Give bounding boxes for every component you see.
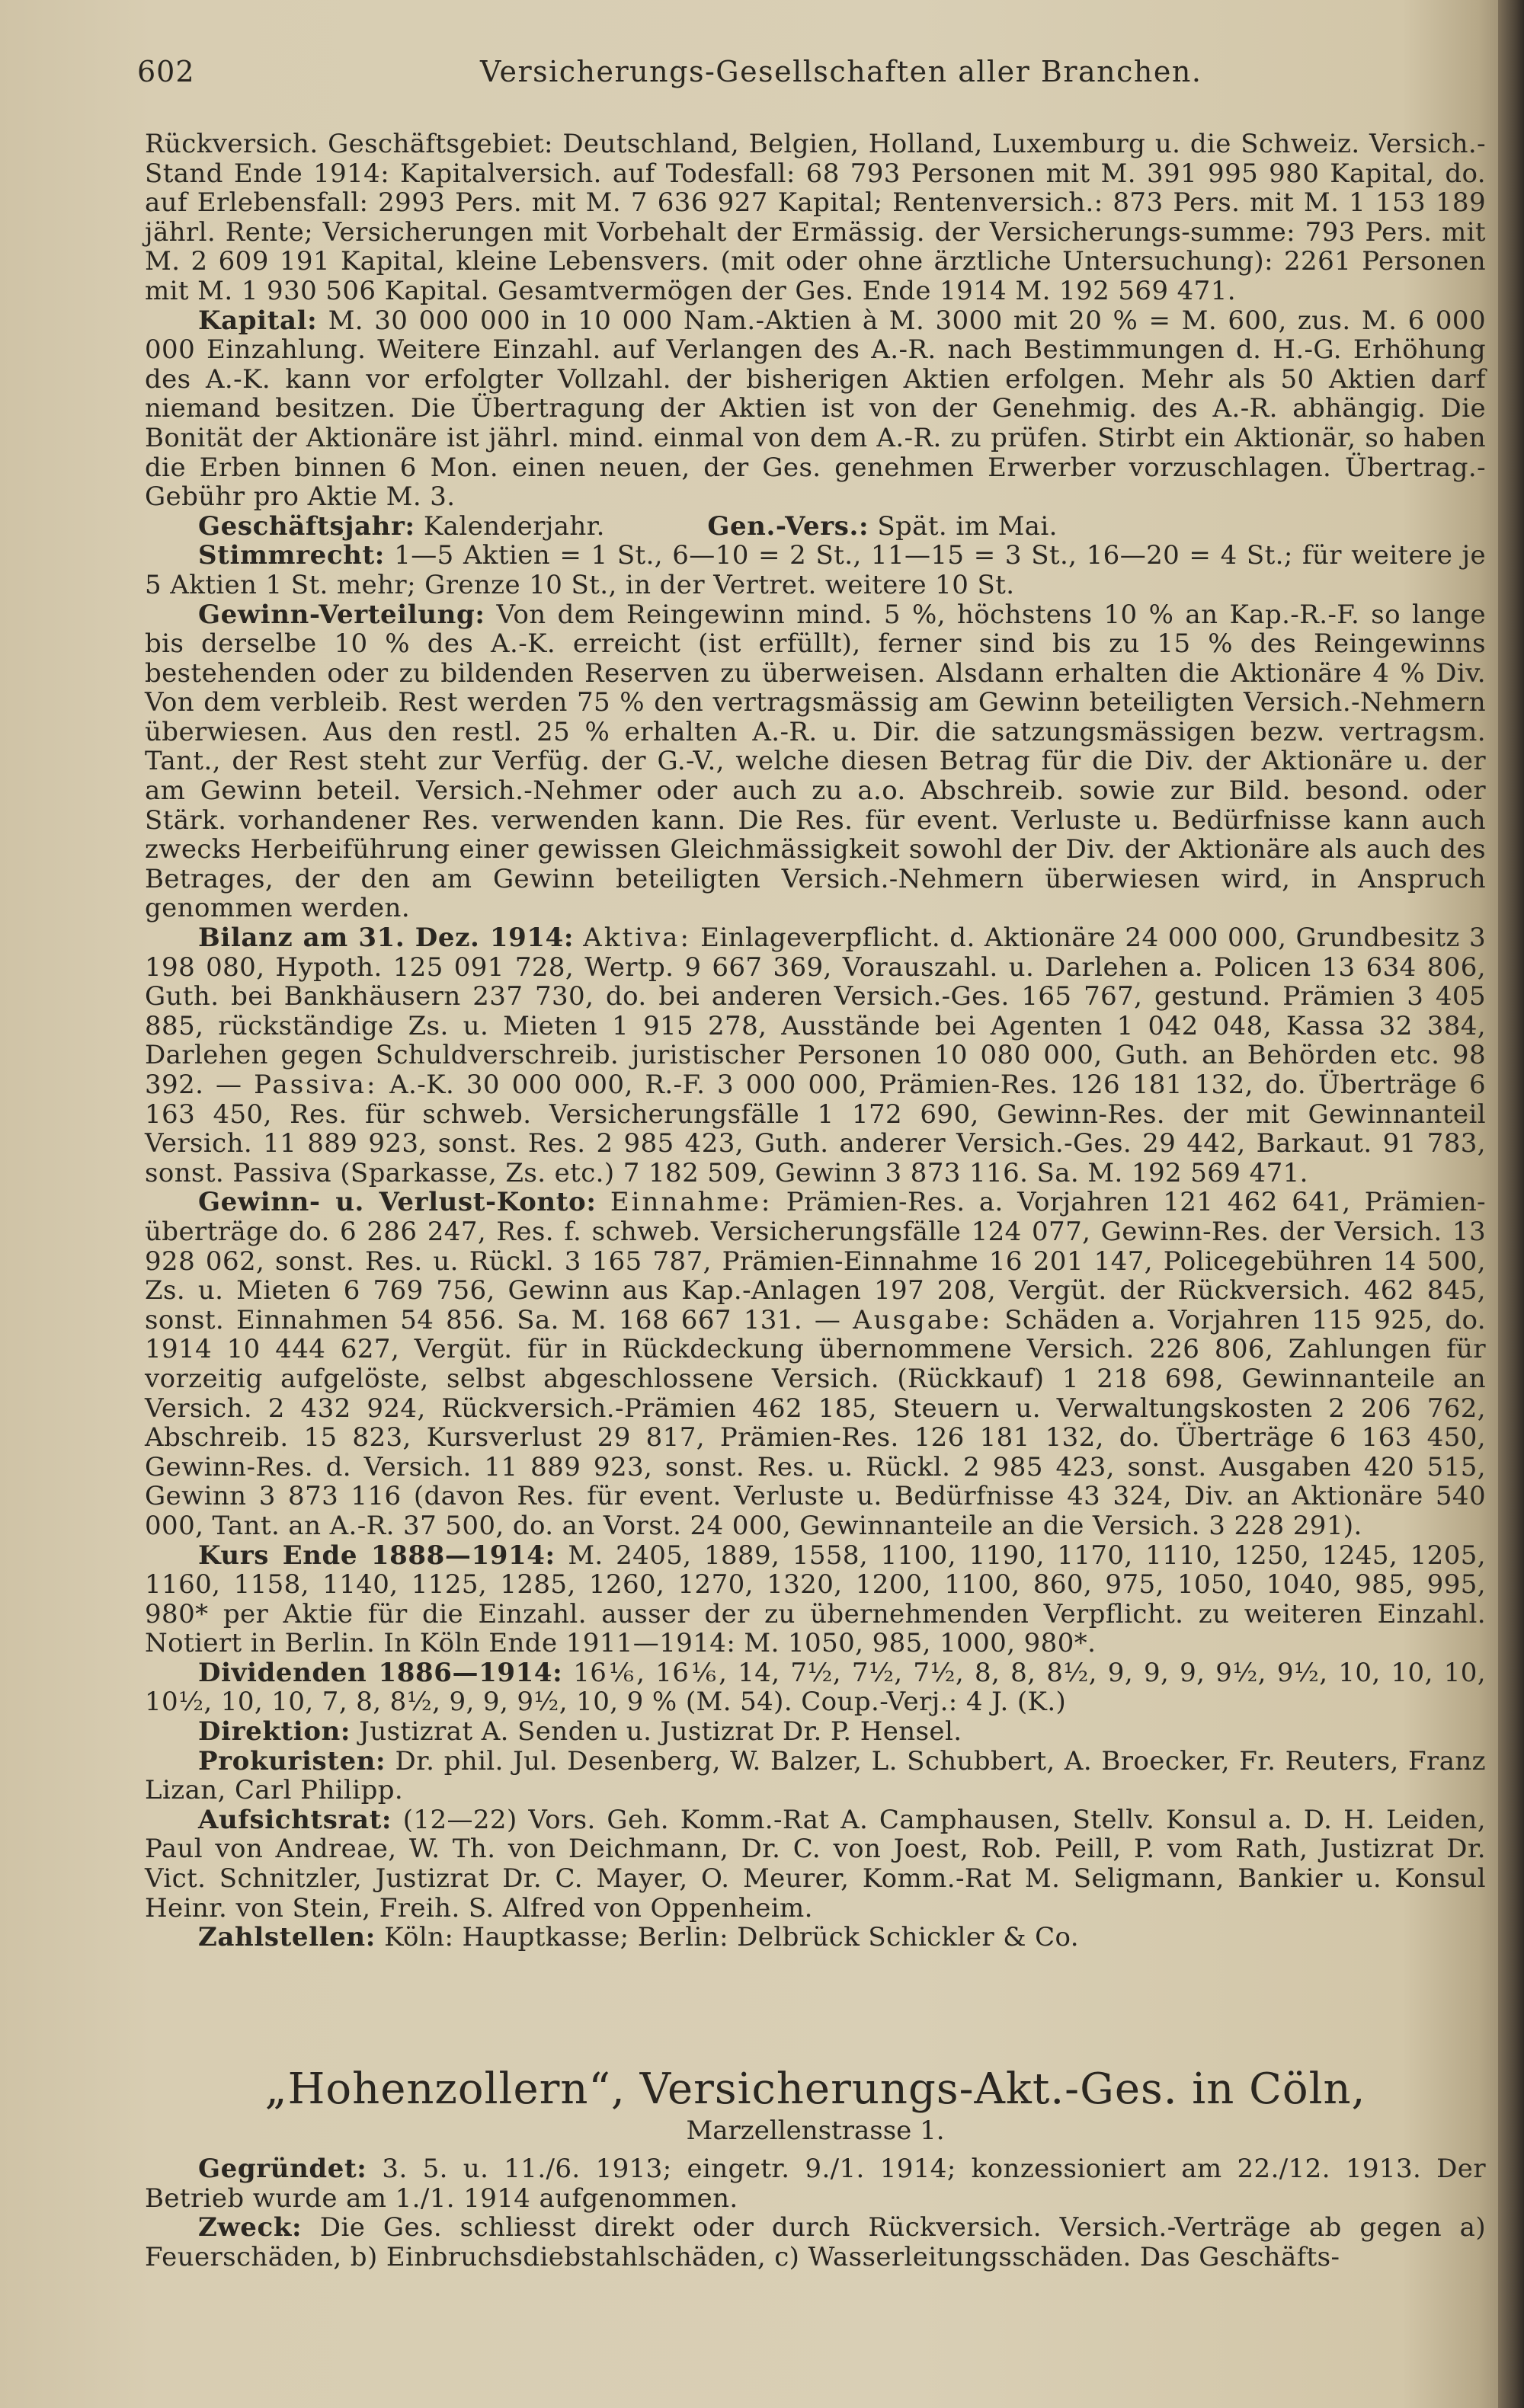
gewinn-verteilung-paragraph (145, 600, 1486, 924)
direktion-paragraph (145, 1717, 1486, 1747)
direktion-label: Direktion: (198, 1716, 351, 1748)
company-text (145, 2154, 1486, 2272)
zahlstellen-paragraph (145, 1923, 1486, 1952)
book-spine-shadow (1498, 0, 1524, 2408)
guv-label: Gewinn- u. Verlust-Konto: (198, 1187, 597, 1218)
geschaeftsjahr-label: Geschäftsjahr: (198, 510, 415, 542)
stimmrecht-label: Stimmrecht: (198, 540, 385, 571)
prokuristen-label: Prokuristen: (198, 1745, 386, 1776)
direktion-text: Justizrat A. Senden u. Justizrat Dr. P. Hensel. (359, 1716, 962, 1748)
dividenden-paragraph (145, 1658, 1486, 1717)
kapital-text: M. 30 000 000 in 10 000 Nam.-Aktien à M. 3000 mit 20 % = M. 600, zus. M. 6 000 000 Einzahlung. Weitere Einzahl. auf Verlangen des A.-R. nach Bestimmungen d. H.-G. Erhöhung des A.-K. kann vor erfolgter Vollzahl. der bisherigen Aktien erfolgen. Mehr als 50 Aktien darf niemand besitzen. Die Übertragung der Aktien ist von der Genehmig. des A.-R. abhängig. Die Bonität der Aktionäre ist jährl. mind. einmal von dem A.-R. zu prüfen. Stirbt ein Aktionär, so haben die Erben binnen 6 Mon. einen neuen, der Ges. genehmen Erwerber vorzuschlagen. Übertrag.-Gebühr pro Aktie M. 3. (145, 305, 1486, 513)
gen-vers-text: Spät. im Mai. (877, 510, 1058, 542)
geschaeftsjahr-paragraph (145, 512, 1486, 542)
kapital-paragraph (145, 306, 1486, 512)
zweck-label: Zweck: (198, 2212, 303, 2243)
aktiva-label: Aktiva: (583, 923, 691, 954)
kurs-paragraph (145, 1541, 1486, 1658)
ausgabe-text: Schäden a. Vorjahren 115 925, do. 1914 10 444 627, Vergüt. für in Rückdeckung übernommene Versich. 226 806, Zahlungen für vorzeitig aufgelöste, selbst abgeschlossene Versich. (Rückkauf) 1 218 698, Gewinnanteile an Versich. 2 432 924, Rückversich.-Prämien 462 185, Steuern u. Verwaltungskosten 2 206 762, Abschreib. 15 823, Kursverlust 29 817, Prämien-Res. 126 181 132, do. Überträge 6 163 450, Gewinn-Res. d. Versich. 11 889 923, sonst. Res. u. Rückl. 2 985 423, sonst. Ausgaben 420 515, Gewinn 3 873 116 (davon Res. für event. Verluste u. Bedürfnisse 43 324, Div. an Aktionäre 540 000, Tant. an A.-R. 37 500, do. an Vorst. 24 000, Gewinnanteile an die Versich. 3 228 291). (145, 1304, 1487, 1541)
passiva-label: Passiva: (254, 1070, 378, 1100)
bilanz-label: Bilanz am 31. Dez. 1914: (198, 923, 575, 954)
zahlstellen-label: Zahlstellen: (198, 1922, 376, 1953)
gewinn-verteilung-text: Von dem Reingewinn mind. 5 %, höchstens 10 % an Kap.-R.-F. so lange bis derselbe 10 % des A.-K. erreicht (ist erfüllt), ferner sind bis zu 15 % des Reingewinns bestehenden oder zu bildenden Reserven zu überweisen. Alsdann erhalten die Aktionäre 4 % Div. Von dem verbleib. Rest werden 75 % den vertragsmässig am Gewinn beteiligten Versich.-Nehmern überwiesen. Aus den restl. 25 % erhalten A.-R. u. Dir. die satzungsmässigen bezw. vertragsm. Tant., der Rest steht zur Verfüg. der G.-V., welche diesen Betrag für die Div. der Aktionäre u. der am Gewinn beteil. Versich.-Nehmer oder auch zu a.o. Abschreib. sowie zur Bild. besond. oder Stärk. vorhandener Res. verwenden kann. Die Res. für event. Verluste u. Bedürfnisse kann auch zwecks Herbeiführung einer gewissen Gleichmässigkeit sowohl der Div. der Aktionäre als auch des Betrages, der den am Gewinn beteiligten Versich.-Nehmern überwiesen wird, in Anspruch genommen werden. (145, 599, 1486, 924)
ausgabe-label: Ausgabe: (853, 1304, 993, 1335)
aufsichtsrat-label: Aufsichtsrat: (198, 1804, 392, 1835)
company-address: Marzellenstrasse 1. (686, 2115, 945, 2146)
einnahme-text: Prämien-Res. a. Vorjahren 121 462 641, Prämien-überträge do. 6 286 247, Res. f. schweb. Versicherungsfälle 124 077, Gewinn-Res. der Versich. 13 928 062, sonst. Res. u. Rückl. 3 165 787, Prämien-Einnahme 16 201 147, Policegebühren 14 500, Zs. u. Mieten 6 769 756, Gewinn aus Kap.-Anlagen 197 208, Vergüt. der Rückversich. 462 845, sonst. Einnahmen 54 856. Sa. M. 168 667 131. — (145, 1187, 1487, 1335)
stimmrecht-text: 1—5 Aktien = 1 St., 6—10 = 2 St., 11—15 = 3 St., 16—20 = 4 St.; für weitere je 5 Aktien 1 St. mehr; Grenze 10 St., in der Vertret. weitere 10 St. (145, 540, 1486, 600)
guv-paragraph (145, 1188, 1486, 1540)
gegruendet-text: 3. 5. u. 11./6. 1913; eingetr. 9./1. 1914; konzessioniert am 22./12. 1913. Der Betrieb wurde am 1./1. 1914 aufgenommen. (145, 2154, 1486, 2214)
kapital-label: Kapital: (198, 305, 318, 336)
aufsichtsrat-text: (12—22) Vors. Geh. Komm.-Rat A. Camphausen, Stellv. Konsul a. D. H. Leiden, Paul von Andreae, W. Th. von Deichmann, Dr. C. von Joest, Rob. Peill, P. vom Rath, Justizrat Dr. Vict. Schnitzler, Justizrat Dr. C. Mayer, O. Meurer, Komm.-Rat M. Seligmann, Bankier u. Konsul Heinr. von Stein, Freih. S. Alfred von Oppenheim. (145, 1804, 1486, 1924)
gewinn-verteilung-label: Gewinn-Verteilung: (198, 599, 485, 630)
zweck-paragraph (145, 2213, 1486, 2272)
passiva-text: A.-K. 30 000 000, R.-F. 3 000 000, Prämien-Res. 126 181 132, do. Überträge 6 163 450, Res. für schweb. Versicherungsfälle 1 172 690, Gewinn-Res. der mit Gewinnanteil Versich. 11 889 923, sonst. Res. 2 985 423, Guth. anderer Versich.-Ges. 29 442, Barkaut. 91 783, sonst. Passiva (Sparkasse, Zs. etc.) 7 182 509, Gewinn 3 873 116. Sa. M. 192 569 471. (145, 1070, 1486, 1188)
prokuristen-text: Dr. phil. Jul. Desenberg, W. Balzer, L. Schubbert, A. Broecker, Fr. Reuters, Franz Lizan, Carl Philipp. (145, 1745, 1486, 1806)
page-header (137, 55, 1478, 101)
bilanz-paragraph (145, 923, 1486, 1188)
aktiva-text: Einlageverpflicht. d. Aktionäre 24 000 000, Grundbesitz 3 198 080, Hypoth. 125 091 728, Wertp. 9 667 369, Vorauszahl. u. Darlehen a. Policen 13 634 806, Guth. bei Bankhäusern 237 730, do. bei anderen Versich.-Ges. 165 767, gestund. Prämien 3 405 885, rückständige Zs. u. Mieten 1 915 278, Ausstände bei Agenten 1 042 048, Kassa 32 384, Darlehen gegen Schuldverschreib. juristischer Personen 10 080 000, Guth. an Behörden etc. 98 392. — (145, 923, 1486, 1100)
gegruendet-label: Gegründet: (198, 2154, 367, 2184)
gen-vers-label: Gen.-Vers.: (707, 510, 869, 542)
business-paragraph: Rückversich. Geschäftsgebiet: Deutschland, Belgien, Holland, Luxemburg u. die Schweiz. Versich.-Stand Ende 1914: Kapitalversich. auf Todesfall: 68 793 Personen mit M. 391 995 980 Kapital, do. auf Erlebensfall: 2993 Pers. mit M. 7 636 927 Kapital; Rentenversich.: 873 Pers. mit M. 1 153 189 jährl. Rente; Versicherungen mit Vorbehalt der Ermässig. der Versicherungs-summe: 793 Pers. mit M. 2 609 191 Kapital, kleine Lebensvers. (mit oder ohne ärztliche Untersuchung): 2261 Personen mit M. 1 930 506 Kapital. Gesamtvermögen der Ges. Ende 1914 M. 192 569 471. (145, 129, 1486, 306)
stimmrecht-paragraph (145, 541, 1486, 600)
kurs-label: Kurs Ende 1888—1914: (198, 1540, 555, 1571)
dividenden-text: 16⅙, 16⅙, 14, 7½, 7½, 7½, 8, 8, 8½, 9, 9, 9, 9½, 9½, 10, 10, 10, 10½, 10, 10, 7, 8, 8½, 9, 9, 9½, 10, 9 % (M. 54). Coup.-Verj.: 4 J. (K.) (145, 1657, 1486, 1718)
geschaeftsjahr-text: Kalenderjahr. (423, 510, 605, 542)
einnahme-label: Einnahme: (610, 1187, 773, 1218)
running-title: Versicherungs-Gesellschaften aller Branchen. (480, 55, 1202, 88)
aufsichtsrat-paragraph (145, 1805, 1486, 1923)
page-number: 602 (137, 55, 195, 88)
company-heading: „Hohenzollern“, Versicherungs-Akt.-Ges. in Cöln, (264, 2064, 1366, 2114)
gegruendet-paragraph (145, 2154, 1486, 2213)
zahlstellen-text: Köln: Hauptkasse; Berlin: Delbrück Schickler & Co. (384, 1922, 1079, 1953)
main-text (145, 130, 1486, 1952)
kurs-text: M. 2405, 1889, 1558, 1100, 1190, 1170, 1110, 1250, 1245, 1205, 1160, 1158, 1140, 1125, 1285, 1260, 1270, 1320, 1200, 1100, 860, 975, 1050, 1040, 985, 995, 980* per Aktie für die Einzahl. ausser der zu übernehmenden Verpflicht. zu weiteren Einzahl. Notiert in Berlin. In Köln Ende 1911—1914: M. 1050, 985, 1000, 980*. (145, 1540, 1486, 1659)
zweck-text: Die Ges. schliesst direkt oder durch Rückversich. Versich.-Verträge ab gegen a) Feuerschäden, b) Einbruchsdiebstahlschäden, c) Wasserleitungsschäden. Das Geschäfts- (145, 2212, 1486, 2272)
prokuristen-paragraph (145, 1747, 1486, 1805)
dividenden-label: Dividenden 1886—1914: (198, 1657, 563, 1688)
